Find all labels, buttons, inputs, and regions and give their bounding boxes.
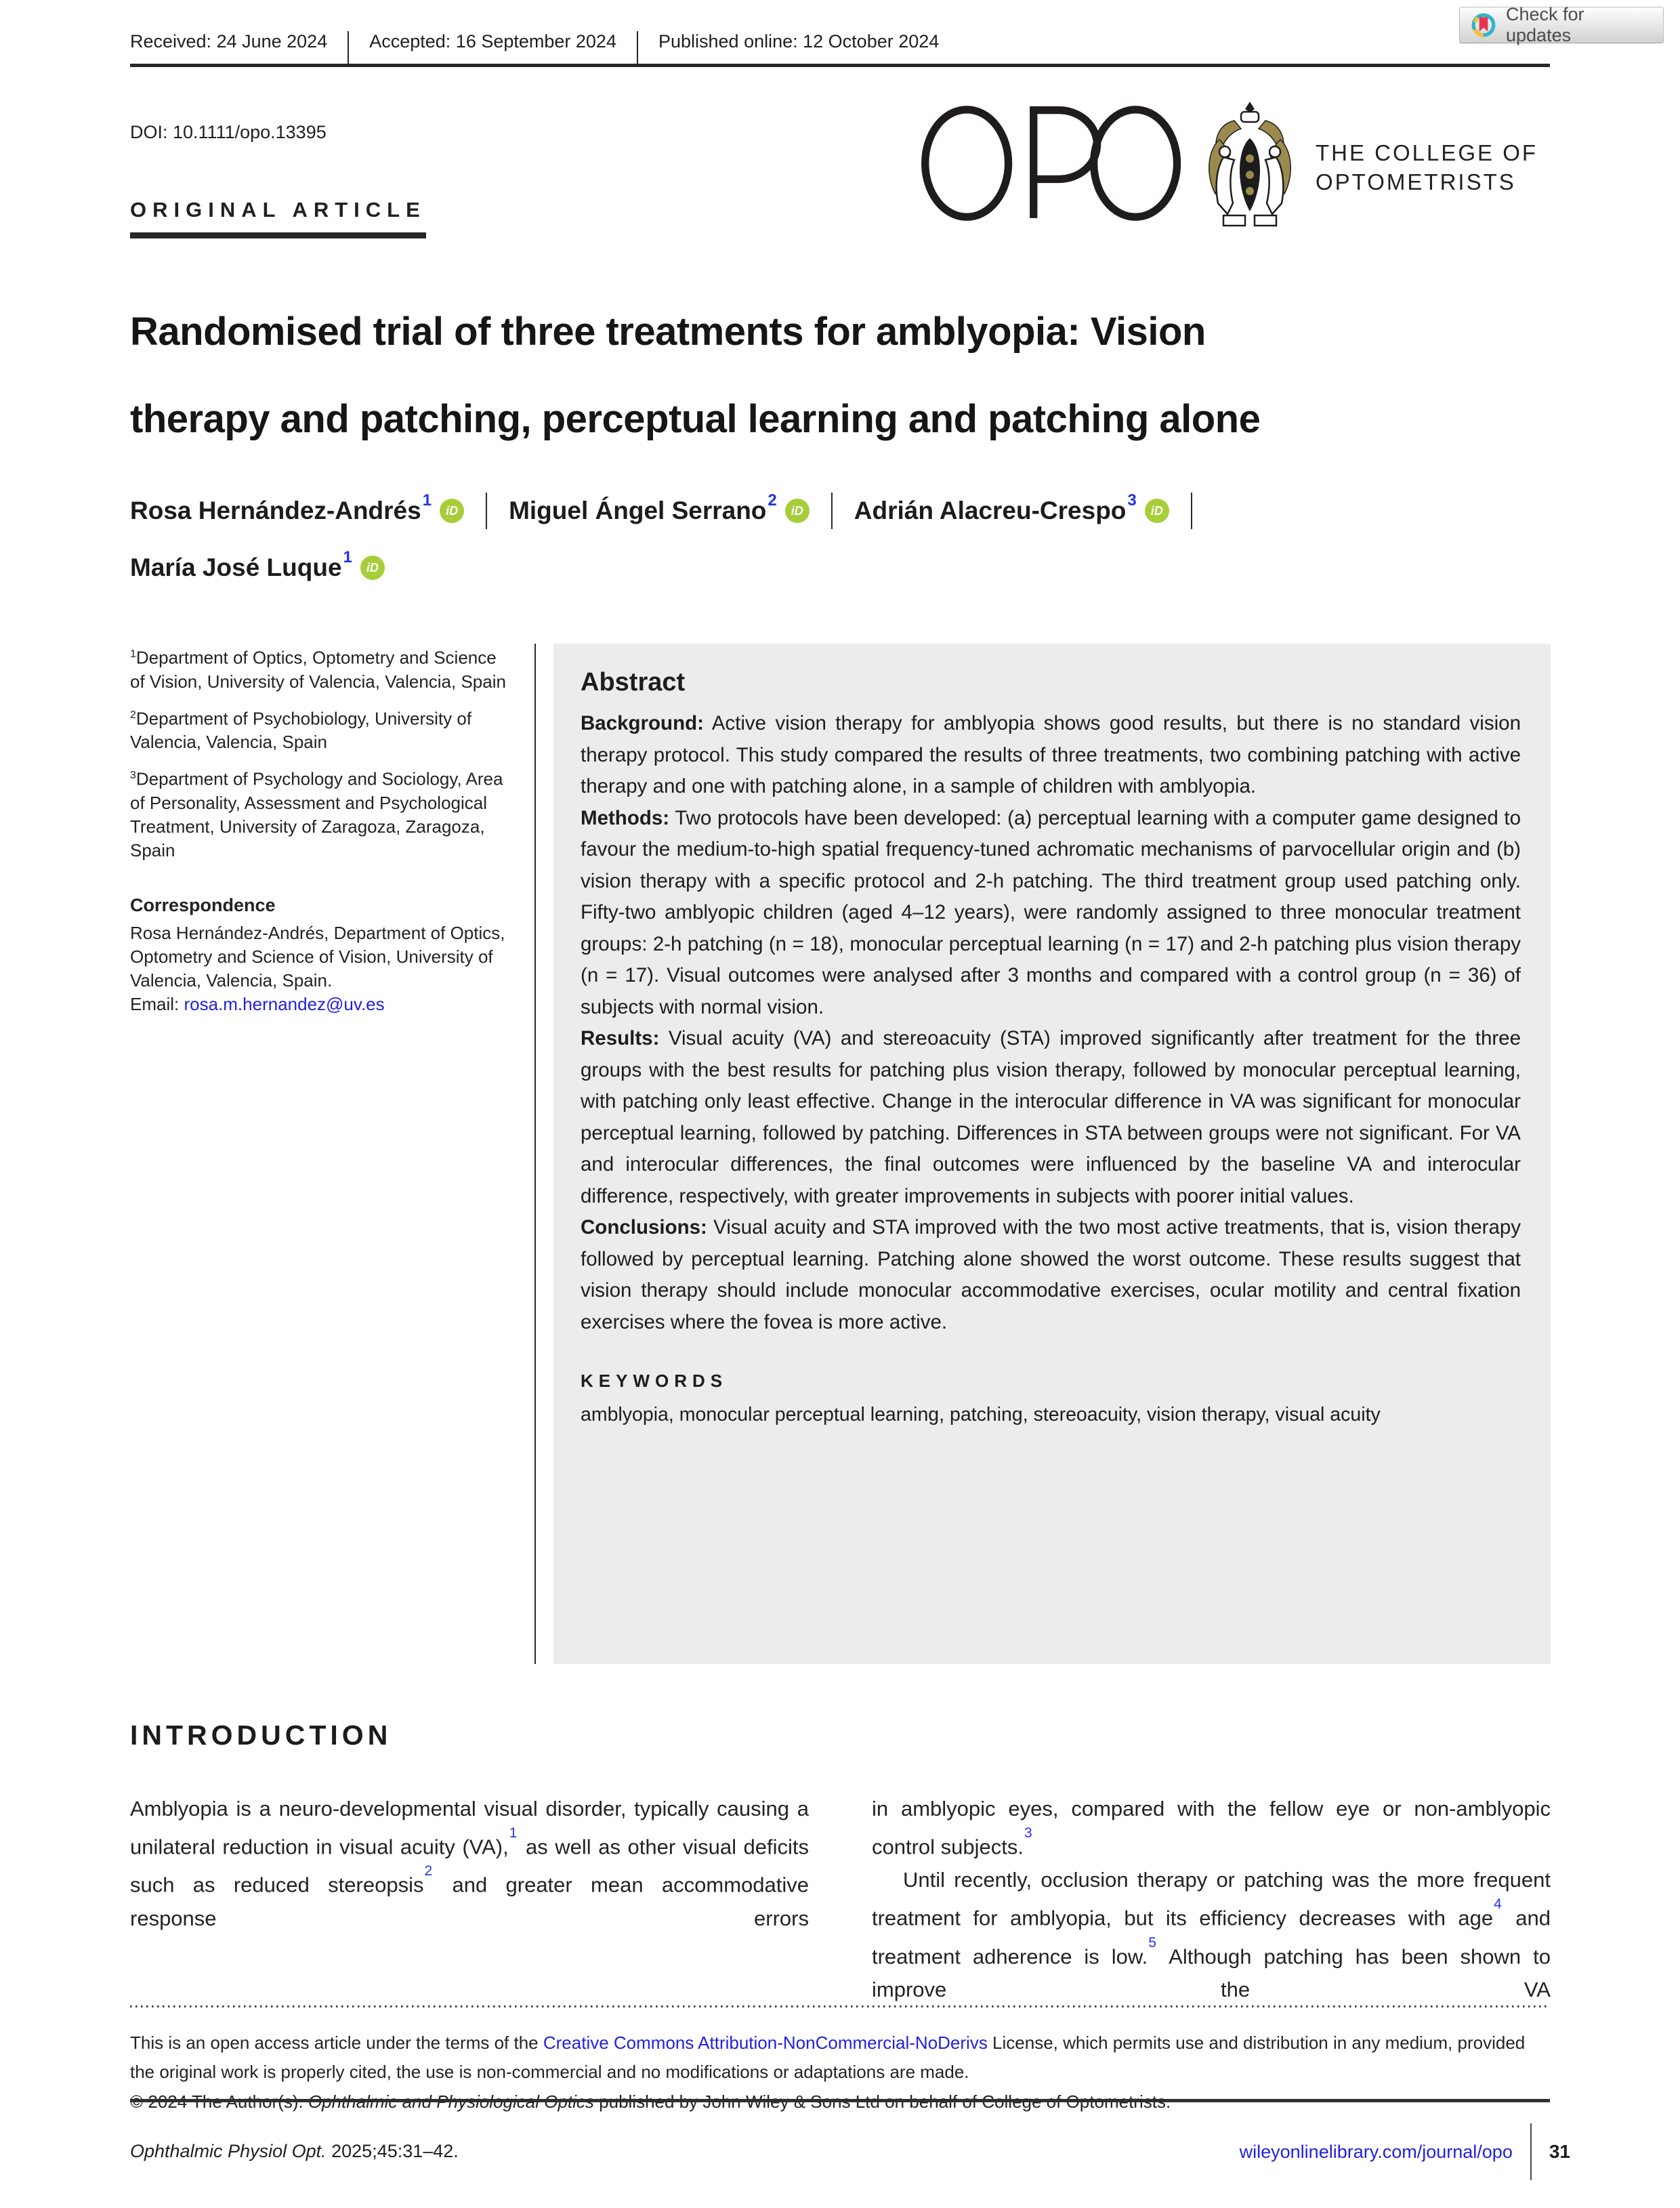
received-date: Received: 24 June 2024 [130,31,328,51]
page-number: 31 [1549,2141,1570,2162]
journal-citation: Ophthalmic Physiol Opt. 2025;45:31–42. [130,2141,459,2161]
affiliation-item: $^2$Department of Psychobiology, University of Valencia, Valencia, Spain [130,708,472,753]
orcid-icon[interactable]: iD [1145,499,1169,523]
footer-rule [130,2099,1550,2102]
keywords-text: amblyopia, monocular perceptual learning, patching, stereoacuity, vision therapy, visual acuity [581,1404,1381,1425]
header-dates-row [130,31,1550,67]
college-name: THE COLLEGE OF OPTOMETRISTS [1316,140,1538,194]
author [509,491,810,525]
affiliation-item: $^3$Department of Psychology and Sociology, Area of Personality, Assessment and Psychological Treatment, University of Zaragoza, Zaragoza, Spain [130,768,503,860]
check-for-updates-label: Check for updates [1506,4,1584,45]
author-name: Adrián Alacreu-Crespo [854,497,1127,524]
authors-block [130,482,1573,596]
correspondence-text: Rosa Hernández-Andrés, Department of Optics, Optometry and Science of Vision, University of Valencia, Valencia, Spain. Email: rosa.m.hernandez@uv.es [130,922,505,1014]
abstract-background: Background: Active vision therapy for amblyopia shows good results, but there is no standard vision therapy protocol. This study compared the results of three treatments, two combining patching with active therapy and one with patching alone, in a sample of children with amblyopia. [581,712,1521,797]
accepted-date: Accepted: 16 September 2024 [369,31,616,51]
abstract-heading: Abstract [581,668,686,696]
orcid-icon[interactable]: iD [440,499,464,523]
correspondence-heading: Correspondence [130,894,276,915]
citation-link[interactable]: 1 [509,1825,518,1841]
published-date: Published online: 12 October 2024 [658,31,940,51]
doi-text: DOI: 10.1111/opo.13395 [130,122,327,142]
author-affiliation-sup: 1 [422,491,432,509]
opo-logo [919,106,1181,224]
article-title: Randomised trial of three treatments for amblyopia: Vision therapy and patching, perceptual learning and patching alone [130,310,1261,441]
license-link[interactable]: Creative Commons Attribution-NonCommercial-NoDerivs [543,2033,988,2053]
abstract-results: Results: Visual acuity (VA) and stereoacuity (STA) improved significantly after treatment for the three groups with the best results for patching plus vision therapy, followed by monocular perceptual learning, with patching only least effective. Change in the interocular difference in VA was significant for monocular perceptual learning, followed by patching. Differences in STA between groups were not significant. For VA and interocular differences, the final outcomes were influenced by the baseline VA and interocular difference, respectively, with greater improvements in subjects with poorer initial values. [581,1027,1521,1207]
citation-link[interactable]: 5 [1148,1934,1156,1951]
license-block [130,2028,1550,2117]
author-affiliation-sup: 3 [1127,491,1137,509]
introduction-heading: INTRODUCTION [130,1720,392,1751]
intro-paragraph: in amblyopic eyes, compared with the fellow eye or non-amblyopic control subjects.$^3$ [872,1797,1551,1859]
journal-logo [919,106,1538,243]
intro-paragraph: Amblyopia is a neuro-developmental visual disorder, typically causing a unilateral reduction in visual acuity (VA),$^1$ as well as other visual deficits such as reduced stereopsis$^2$ and greater mean accommodative response errors [130,1797,809,1930]
article-type-label: ORIGINAL ARTICLE [130,198,426,238]
orcid-icon[interactable]: iD [360,556,385,580]
date-separator [637,31,638,64]
author-affiliation-sup: 1 [343,548,352,566]
abstract-conclusions: Conclusions: Visual acuity and STA improved with the two most active treatments, that is, vision therapy followed by perceptual learning. Patching alone showed the worst outcome. These results suggest that vision therapy should include monocular accommodative exercises, ocular motility and central fixation exercises where the fovea is more active. [581,1216,1521,1333]
author-name: Rosa Hernández-Andrés [130,497,421,524]
orcid-icon[interactable]: iD [785,499,810,523]
author-name: María José Luque [130,554,342,581]
author [854,491,1169,525]
intro-column-right [872,1792,1551,2006]
dotted-separator [130,2005,1550,2007]
affiliation-item: $^1$Department of Optics, Optometry and Science of Vision, University of Valencia, Valencia, Spain [130,647,506,692]
author [130,491,464,525]
author-divider [831,493,833,529]
author-affiliation-sup: 2 [768,491,777,509]
intro-column-left [130,1792,809,1935]
footer-right [1240,2123,1570,2180]
author-divider [486,493,487,529]
journal-website-link[interactable]: wileyonlinelibrary.com/journal/opo [1239,2141,1513,2162]
footer-divider [1530,2123,1532,2180]
author-divider [1191,493,1192,529]
citation-link[interactable]: 4 [1494,1896,1502,1913]
college-crest-icon [1199,100,1301,243]
citation-link[interactable]: 2 [424,1863,433,1879]
keywords-heading: KEYWORDS [581,1371,728,1391]
author-name: Miguel Ángel Serrano [509,497,767,524]
abstract-divider-line [534,644,536,1664]
author [130,548,385,582]
abstract-methods: Methods: Two protocols have been developed: (a) perceptual learning with a computer game designed to favour the medium-to-high spatial frequency-tuned achromatic mechanisms of parvocellular origin and (b) vision therapy with a specific protocol and 2-h patching. The third treatment group used patching only. Fifty-two amblyopic children (aged 4–12 years), were randomly assigned to three monocular treatment groups: 2-h patching (n = 18), monocular perceptual learning (n = 17) and 2-h patching plus vision therapy (n = 17). Visual outcomes were analysed after 3 months and compared with a control group (n = 36) of subjects with normal vision. [581,806,1521,1018]
intro-paragraph: Until recently, occlusion therapy or patching was the more frequent treatment for amblyopia, but its efficiency decreases with age$^4$ and treatment adherence is low.$^5$ Although patching has been shown to improve the VA [872,1868,1551,2001]
affiliations-column [130,642,513,1016]
date-separator [348,31,349,64]
abstract-box [553,644,1551,1664]
citation-link[interactable]: 3 [1024,1825,1032,1841]
license-text: This is an open access article under the terms of the Creative Commons Attribution-NonCommercial-NoDerivs License, which permits use and distribution in any medium, provided the original work is properly cited, the use is non-commercial and no modifications or adaptations are made. [130,2033,1526,2082]
email-link[interactable]: rosa.m.hernandez@uv.es [184,993,385,1014]
